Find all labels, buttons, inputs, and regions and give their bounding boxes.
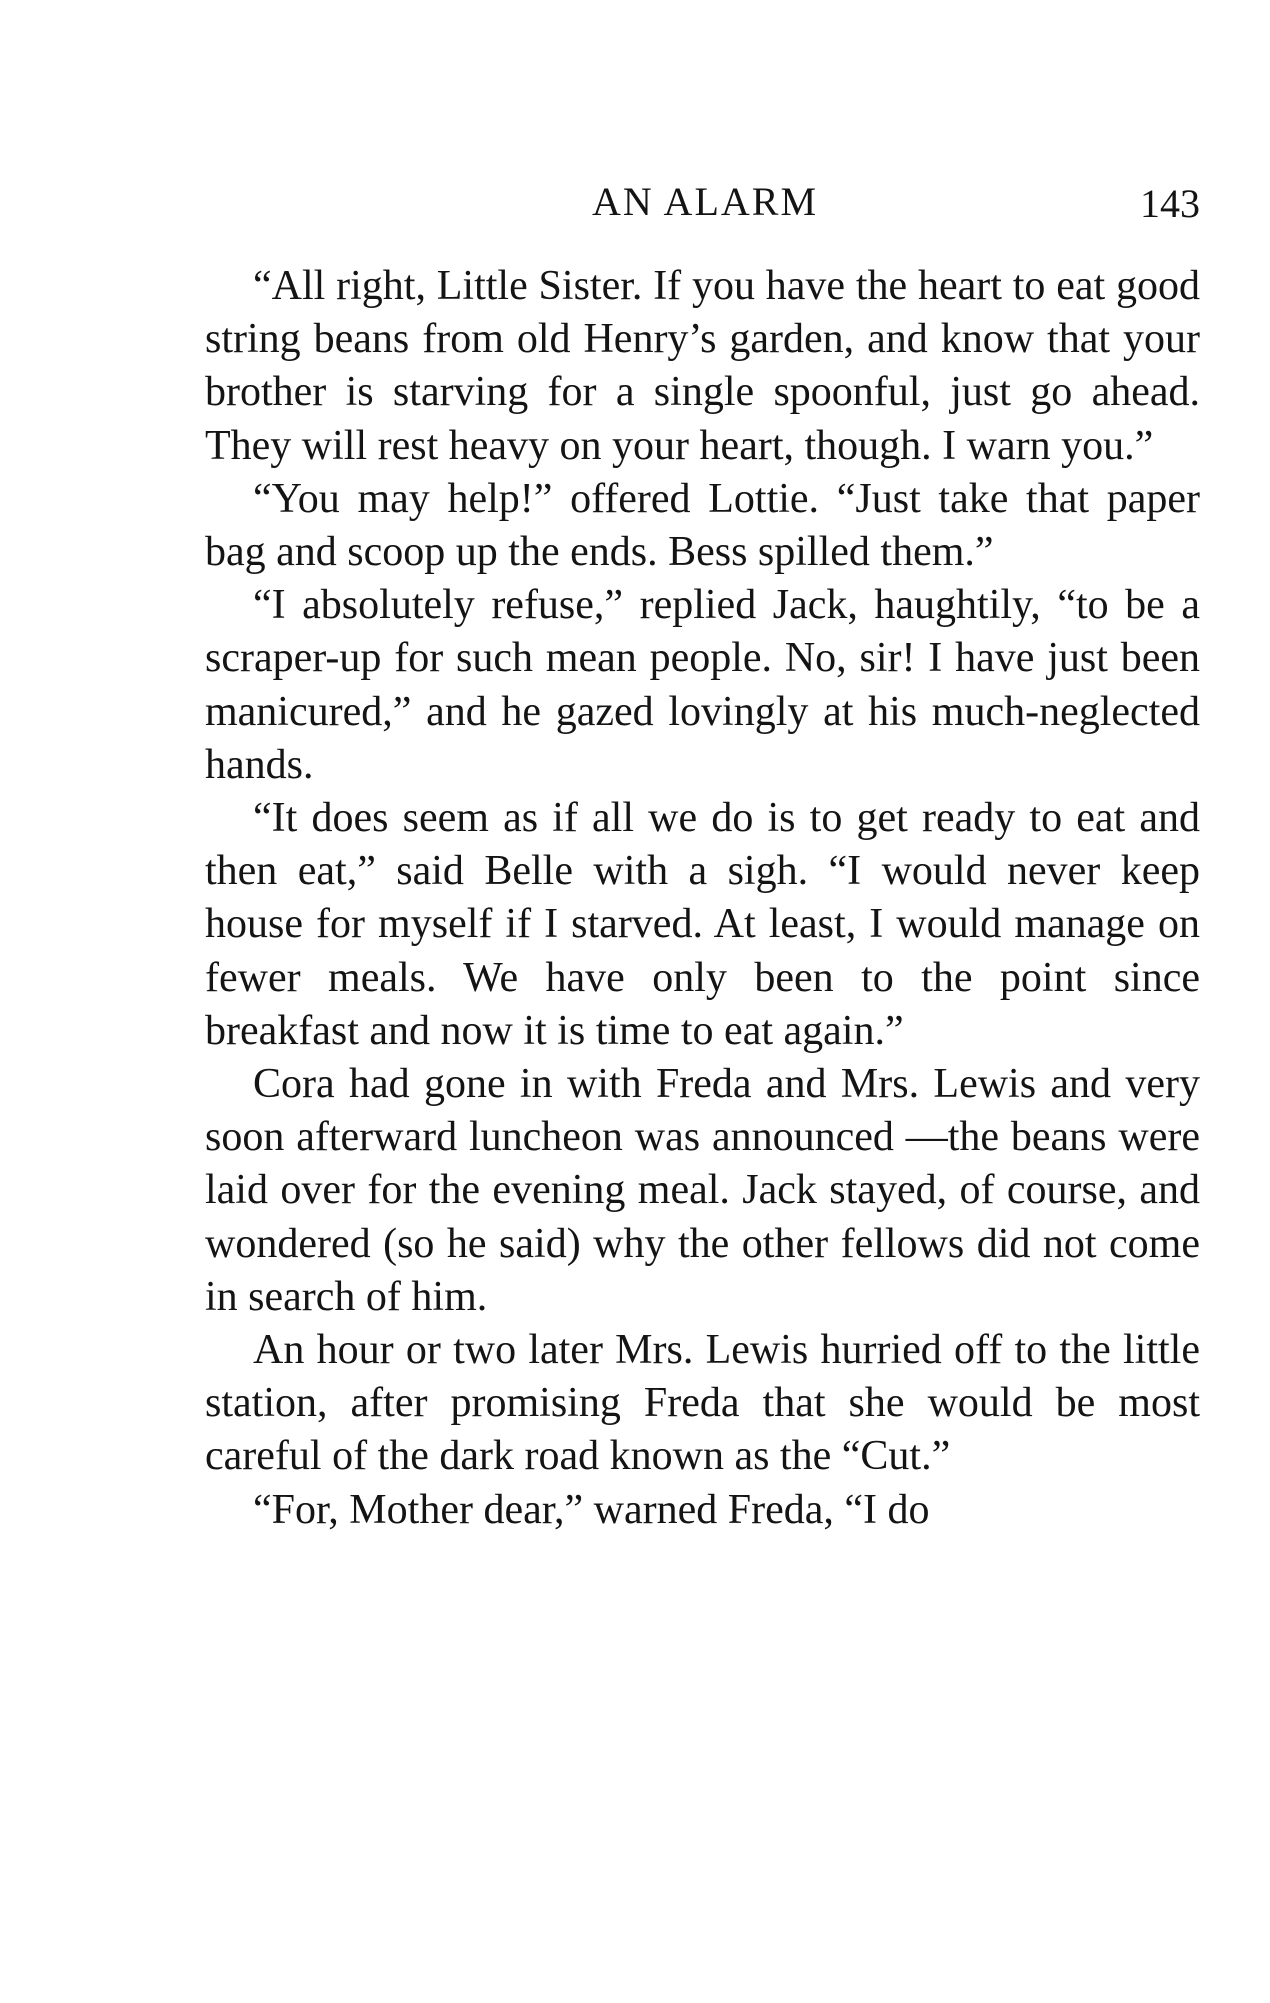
paragraph: Cora had gone in with Freda and Mrs. Lewis and very soon afterward luncheon was announced —the beans were laid over for the evening meal. Jack stayed, of course, and wondered (so he said) why the other fellows did not come in search of him.: [205, 1061, 1200, 1320]
running-title: AN ALARM: [591, 179, 819, 224]
paragraph: “You may help!” offered Lottie. “Just take that paper bag and scoop up the ends. Bess spilled them.”: [205, 475, 1200, 576]
page-number: 143: [1140, 181, 1200, 226]
paragraph: “It does seem as if all we do is to get ready to eat and then eat,” said Belle with a sigh. “I would never keep house for myself if I starved. At least, I would manage on fewer meals. We have only been to the point since breakfast and now it is time to eat again.”: [205, 795, 1200, 1054]
paragraph: “I absolutely refuse,” replied Jack, haughtily, “to be a scraper-up for such mean people. No, sir! I have just been manicured,” and he gazed lovingly at his much-neglected hands.: [205, 582, 1200, 788]
body-text: [205, 260, 1200, 1537]
paragraph: An hour or two later Mrs. Lewis hurried off to the little station, after promising Freda that she would be most careful of the dark road known as the “Cut.”: [205, 1327, 1200, 1480]
paragraph: “For, Mother dear,” warned Freda, “I do: [253, 1486, 930, 1533]
paragraph: “All right, Little Sister. If you have the heart to eat good string beans from old Henry’s garden, and know that your brother is starving for a single spoonful, just go ahead. They will rest heavy on your heart, though. I warn you.”: [205, 263, 1200, 469]
running-head: [205, 172, 1205, 232]
